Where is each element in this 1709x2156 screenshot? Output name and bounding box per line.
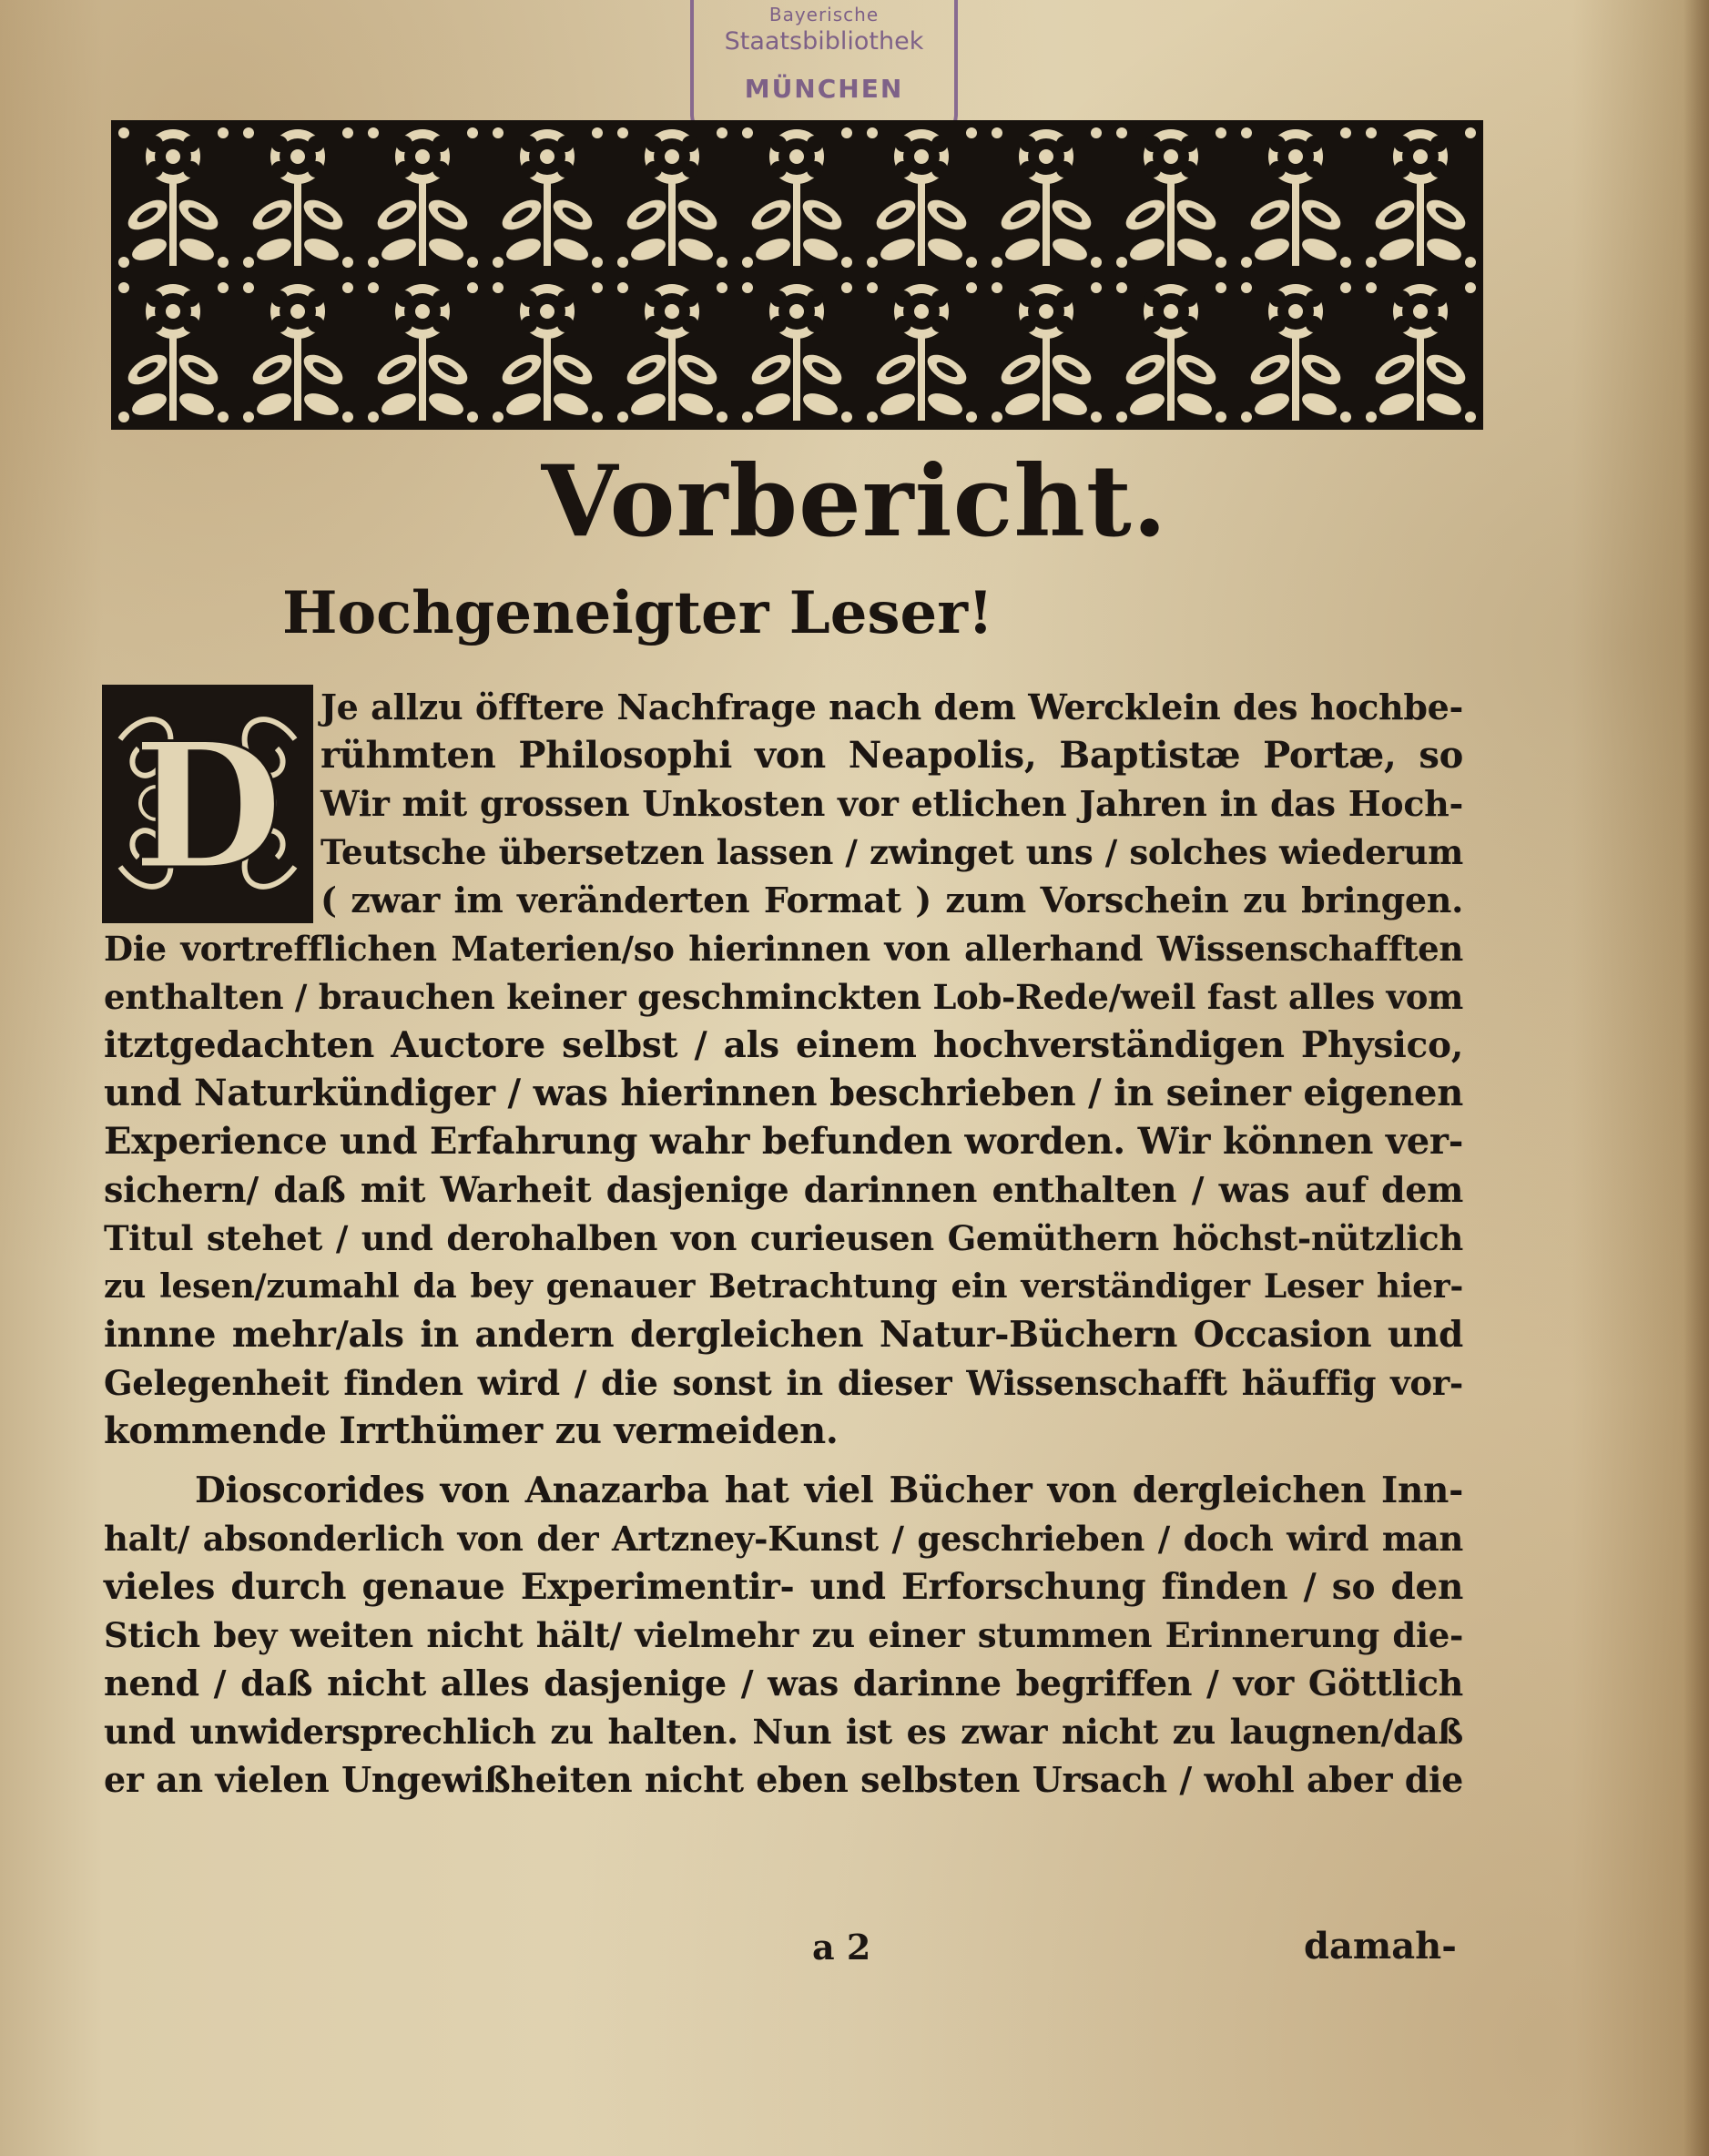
text-line: vieles durch genaue Experimentir- und Erforschung finden / so den bbox=[104, 1566, 1463, 1608]
text-line: innne mehr/als in andern dergleichen Natur-Büchern Occasion und bbox=[104, 1314, 1463, 1356]
stamp-line-1: Bayerische bbox=[768, 4, 880, 25]
text-line: rühmten Philosophi von Neapolis, Baptistæ Portæ, so bbox=[320, 734, 1463, 777]
text-line: Wir mit grossen Unkosten vor etlichen Jahren in das Hoch- bbox=[320, 783, 1463, 824]
text-line: nend / daß nicht alles dasjenige / was darinne begriffen / vor Göttlich bbox=[104, 1663, 1463, 1703]
text-line: ( zwar im veränderten Format ) zum Vorschein zu bringen. bbox=[320, 880, 1463, 920]
text-line: kommende Irrthümer zu vermeiden. bbox=[104, 1409, 839, 1452]
text-line: und unwidersprechlich zu halten. Nun ist es zwar nicht zu laugnen/daß bbox=[104, 1712, 1463, 1752]
stamp-line-2: Staatsbibliothek bbox=[724, 27, 924, 56]
text-line: Die vortrefflichen Materien/so hierinnen von allerhand Wissenschafften bbox=[104, 929, 1463, 969]
text-line: Gelegenheit finden wird / die sonst in dieser Wissenschafft häuffig vor- bbox=[104, 1363, 1463, 1403]
page-title: Vorbericht. bbox=[541, 444, 1168, 559]
text-line: itztgedachten Auctore selbst / als einem hochverständigen Physico, bbox=[104, 1024, 1463, 1066]
catchword: damah- bbox=[1304, 1925, 1457, 1968]
text-line: Experience und Erfahrung wahr befunden worden. Wir können ver- bbox=[104, 1120, 1463, 1163]
text-line: Stich bey weiten nicht hält/ vielmehr zu einer stummen Erinnerung die- bbox=[104, 1615, 1463, 1655]
signature-mark: a 2 bbox=[812, 1927, 871, 1968]
text-line: er an vielen Ungewißheiten nicht eben selbsten Ursach / wohl aber die bbox=[104, 1759, 1463, 1800]
text-line: halt/ absonderlich von der Artzney-Kunst / geschrieben / doch wird man bbox=[104, 1519, 1463, 1559]
text-line: sichern/ daß mit Warheit dasjenige darinnen enthalten / was auf dem bbox=[104, 1169, 1463, 1210]
text-line: Je allzu öfftere Nachfrage nach dem Wercklein des hochbe- bbox=[320, 686, 1463, 727]
text-line: Dioscorides von Anazarba hat viel Bücher von dergleichen Inn- bbox=[195, 1470, 1463, 1511]
greeting-heading: Hochgeneigter Leser! bbox=[282, 579, 993, 647]
text-line: enthalten / brauchen keiner geschminckten Lob-Rede/weil fast alles vom bbox=[104, 977, 1463, 1017]
text-line: Teutsche übersetzen lassen / zwinget uns / solches wiederum bbox=[320, 832, 1463, 872]
text-line: Titul stehet / und derohalben von curieusen Gemüthern höchst-nützlich bbox=[104, 1218, 1463, 1258]
text-line: und Naturkündiger / was hierinnen beschrieben / in seiner eigenen bbox=[104, 1072, 1463, 1114]
drop-cap-letter: D bbox=[132, 705, 283, 908]
stamp-line-3: MÜNCHEN bbox=[744, 74, 904, 104]
text-line: zu lesen/zumahl da bey genauer Betrachtung ein verständiger Leser hier- bbox=[104, 1267, 1463, 1306]
